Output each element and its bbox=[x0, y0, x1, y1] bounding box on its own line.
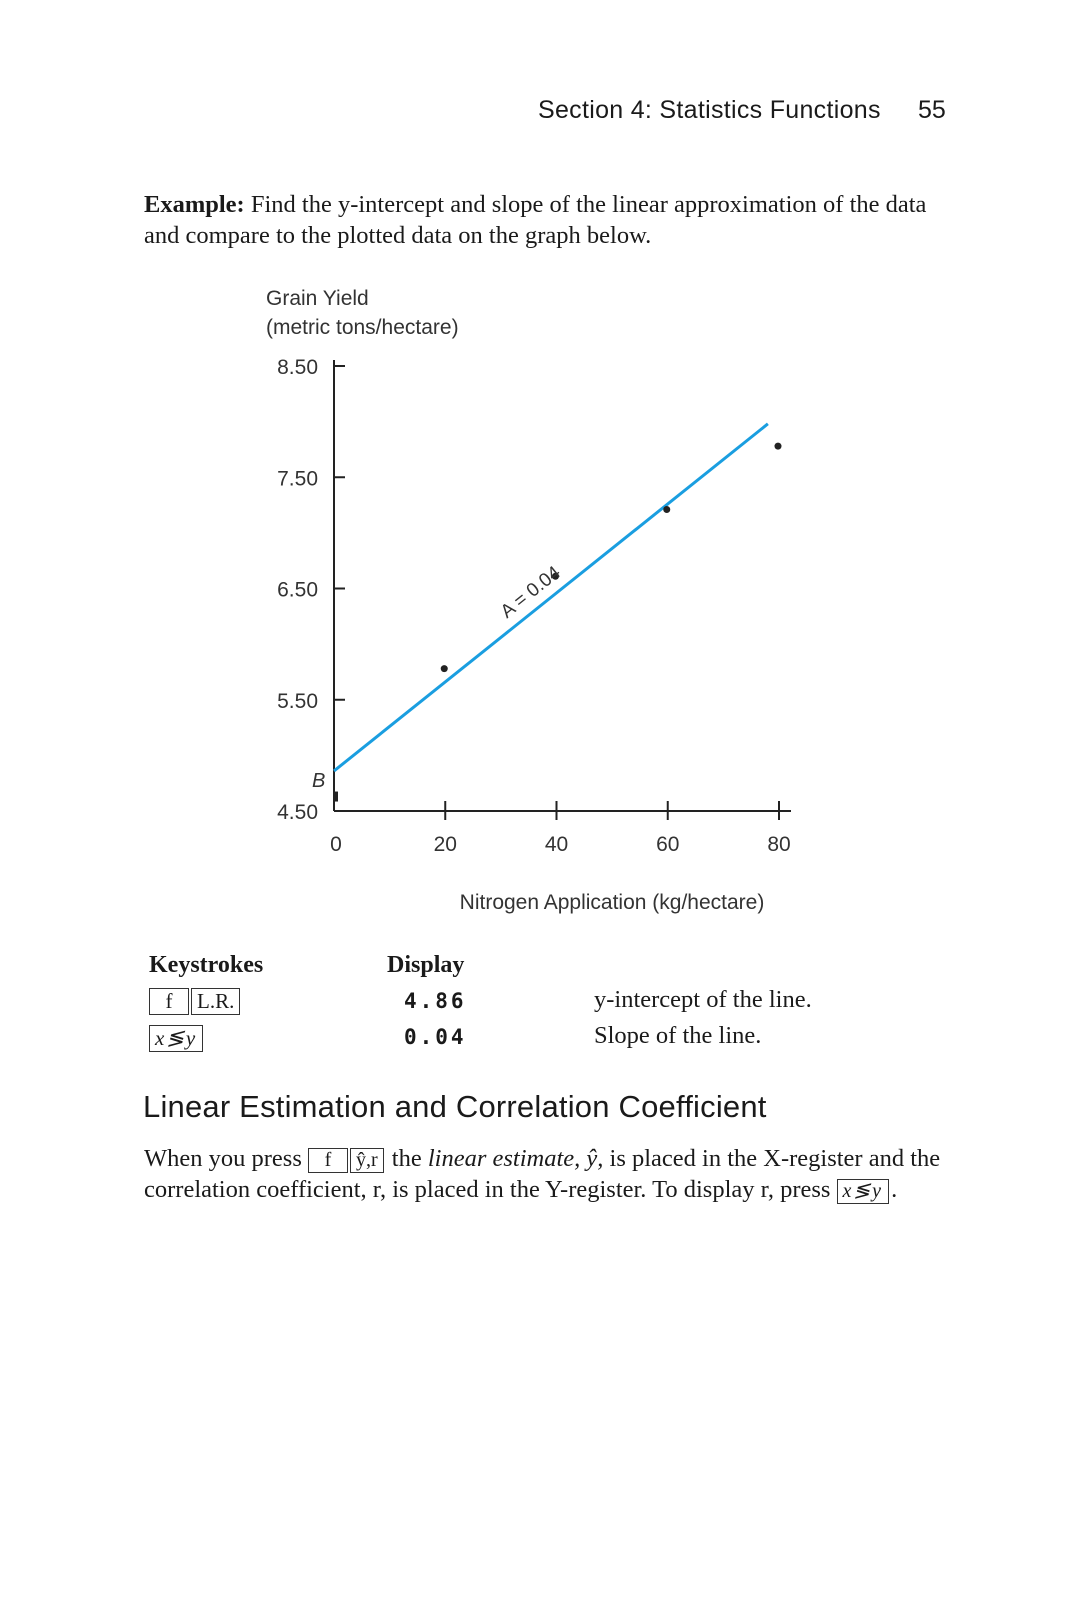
lr-key[interactable]: L.R. bbox=[191, 988, 240, 1015]
y-axis-label-line2: (metric tons/hectare) bbox=[266, 316, 459, 339]
keystroke-row-1 bbox=[149, 988, 242, 1015]
x-swap-y-key-inline[interactable]: x≶y bbox=[837, 1179, 890, 1204]
example-lead: Example: bbox=[144, 191, 245, 218]
page-number: 55 bbox=[918, 96, 946, 124]
f-key[interactable]: f bbox=[149, 988, 189, 1015]
y-tick-label: 6.50 bbox=[277, 578, 318, 602]
body-text-3: is placed in the X-register and the correlation coefficient, r, is placed in the Y-register. To display r, press bbox=[144, 1145, 941, 1203]
body-text-2: the bbox=[391, 1145, 422, 1172]
y-axis-label-line1: Grain Yield bbox=[266, 287, 369, 310]
x-axis bbox=[330, 801, 791, 856]
x-tick-label: 40 bbox=[544, 833, 569, 856]
y-tick-label: 5.50 bbox=[277, 689, 318, 713]
y-tick-label: 8.50 bbox=[277, 356, 318, 379]
x-axis-label: Nitrogen Application (kg/hectare) bbox=[459, 891, 765, 914]
running-head: Section 4: Statistics Functions bbox=[538, 96, 881, 124]
f-key-inline[interactable]: f bbox=[308, 1148, 348, 1173]
y-tick-label: 7.50 bbox=[277, 467, 318, 491]
example-text: Find the y-intercept and slope of the linear approximation of the data and compare to the plotted data on the graph below. bbox=[144, 191, 927, 249]
intercept-annotation: B bbox=[312, 769, 326, 792]
display-header: Display bbox=[387, 952, 465, 978]
y-axis bbox=[277, 356, 345, 824]
y-hat-r-key[interactable]: ŷ,r bbox=[350, 1148, 384, 1173]
regression-line bbox=[334, 424, 768, 771]
x-tick-label: 60 bbox=[656, 833, 680, 856]
body-text-1: When you press bbox=[144, 1145, 302, 1172]
example-paragraph bbox=[144, 189, 944, 251]
y-tick-label: 4.50 bbox=[277, 801, 318, 824]
data-point bbox=[334, 792, 338, 802]
x-tick-label: 0 bbox=[330, 833, 342, 856]
display-value-1: 4.86 bbox=[404, 989, 467, 1013]
keystroke-row-2 bbox=[149, 1025, 205, 1052]
data-points bbox=[334, 443, 782, 802]
body-italic-text: linear estimate, ŷ, bbox=[427, 1145, 604, 1172]
grain-yield-chart bbox=[250, 280, 810, 920]
keystrokes-header: Keystrokes bbox=[149, 952, 264, 978]
x-tick-label: 20 bbox=[433, 833, 457, 856]
data-point bbox=[441, 665, 448, 672]
x-tick-label: 80 bbox=[767, 833, 791, 856]
body-paragraph bbox=[144, 1143, 954, 1205]
data-point bbox=[663, 506, 670, 513]
slope-annotation: A = 0.04 bbox=[496, 562, 565, 623]
data-point bbox=[775, 443, 782, 450]
section-heading: Linear Estimation and Correlation Coefficient bbox=[143, 1089, 767, 1124]
display-value-2: 0.04 bbox=[404, 1025, 467, 1049]
body-text-4: . bbox=[891, 1176, 898, 1203]
description-2: Slope of the line. bbox=[594, 1022, 762, 1049]
regression-line-group bbox=[334, 424, 768, 771]
description-1: y-intercept of the line. bbox=[594, 986, 812, 1013]
x-swap-y-key[interactable]: x≶y bbox=[149, 1025, 203, 1052]
